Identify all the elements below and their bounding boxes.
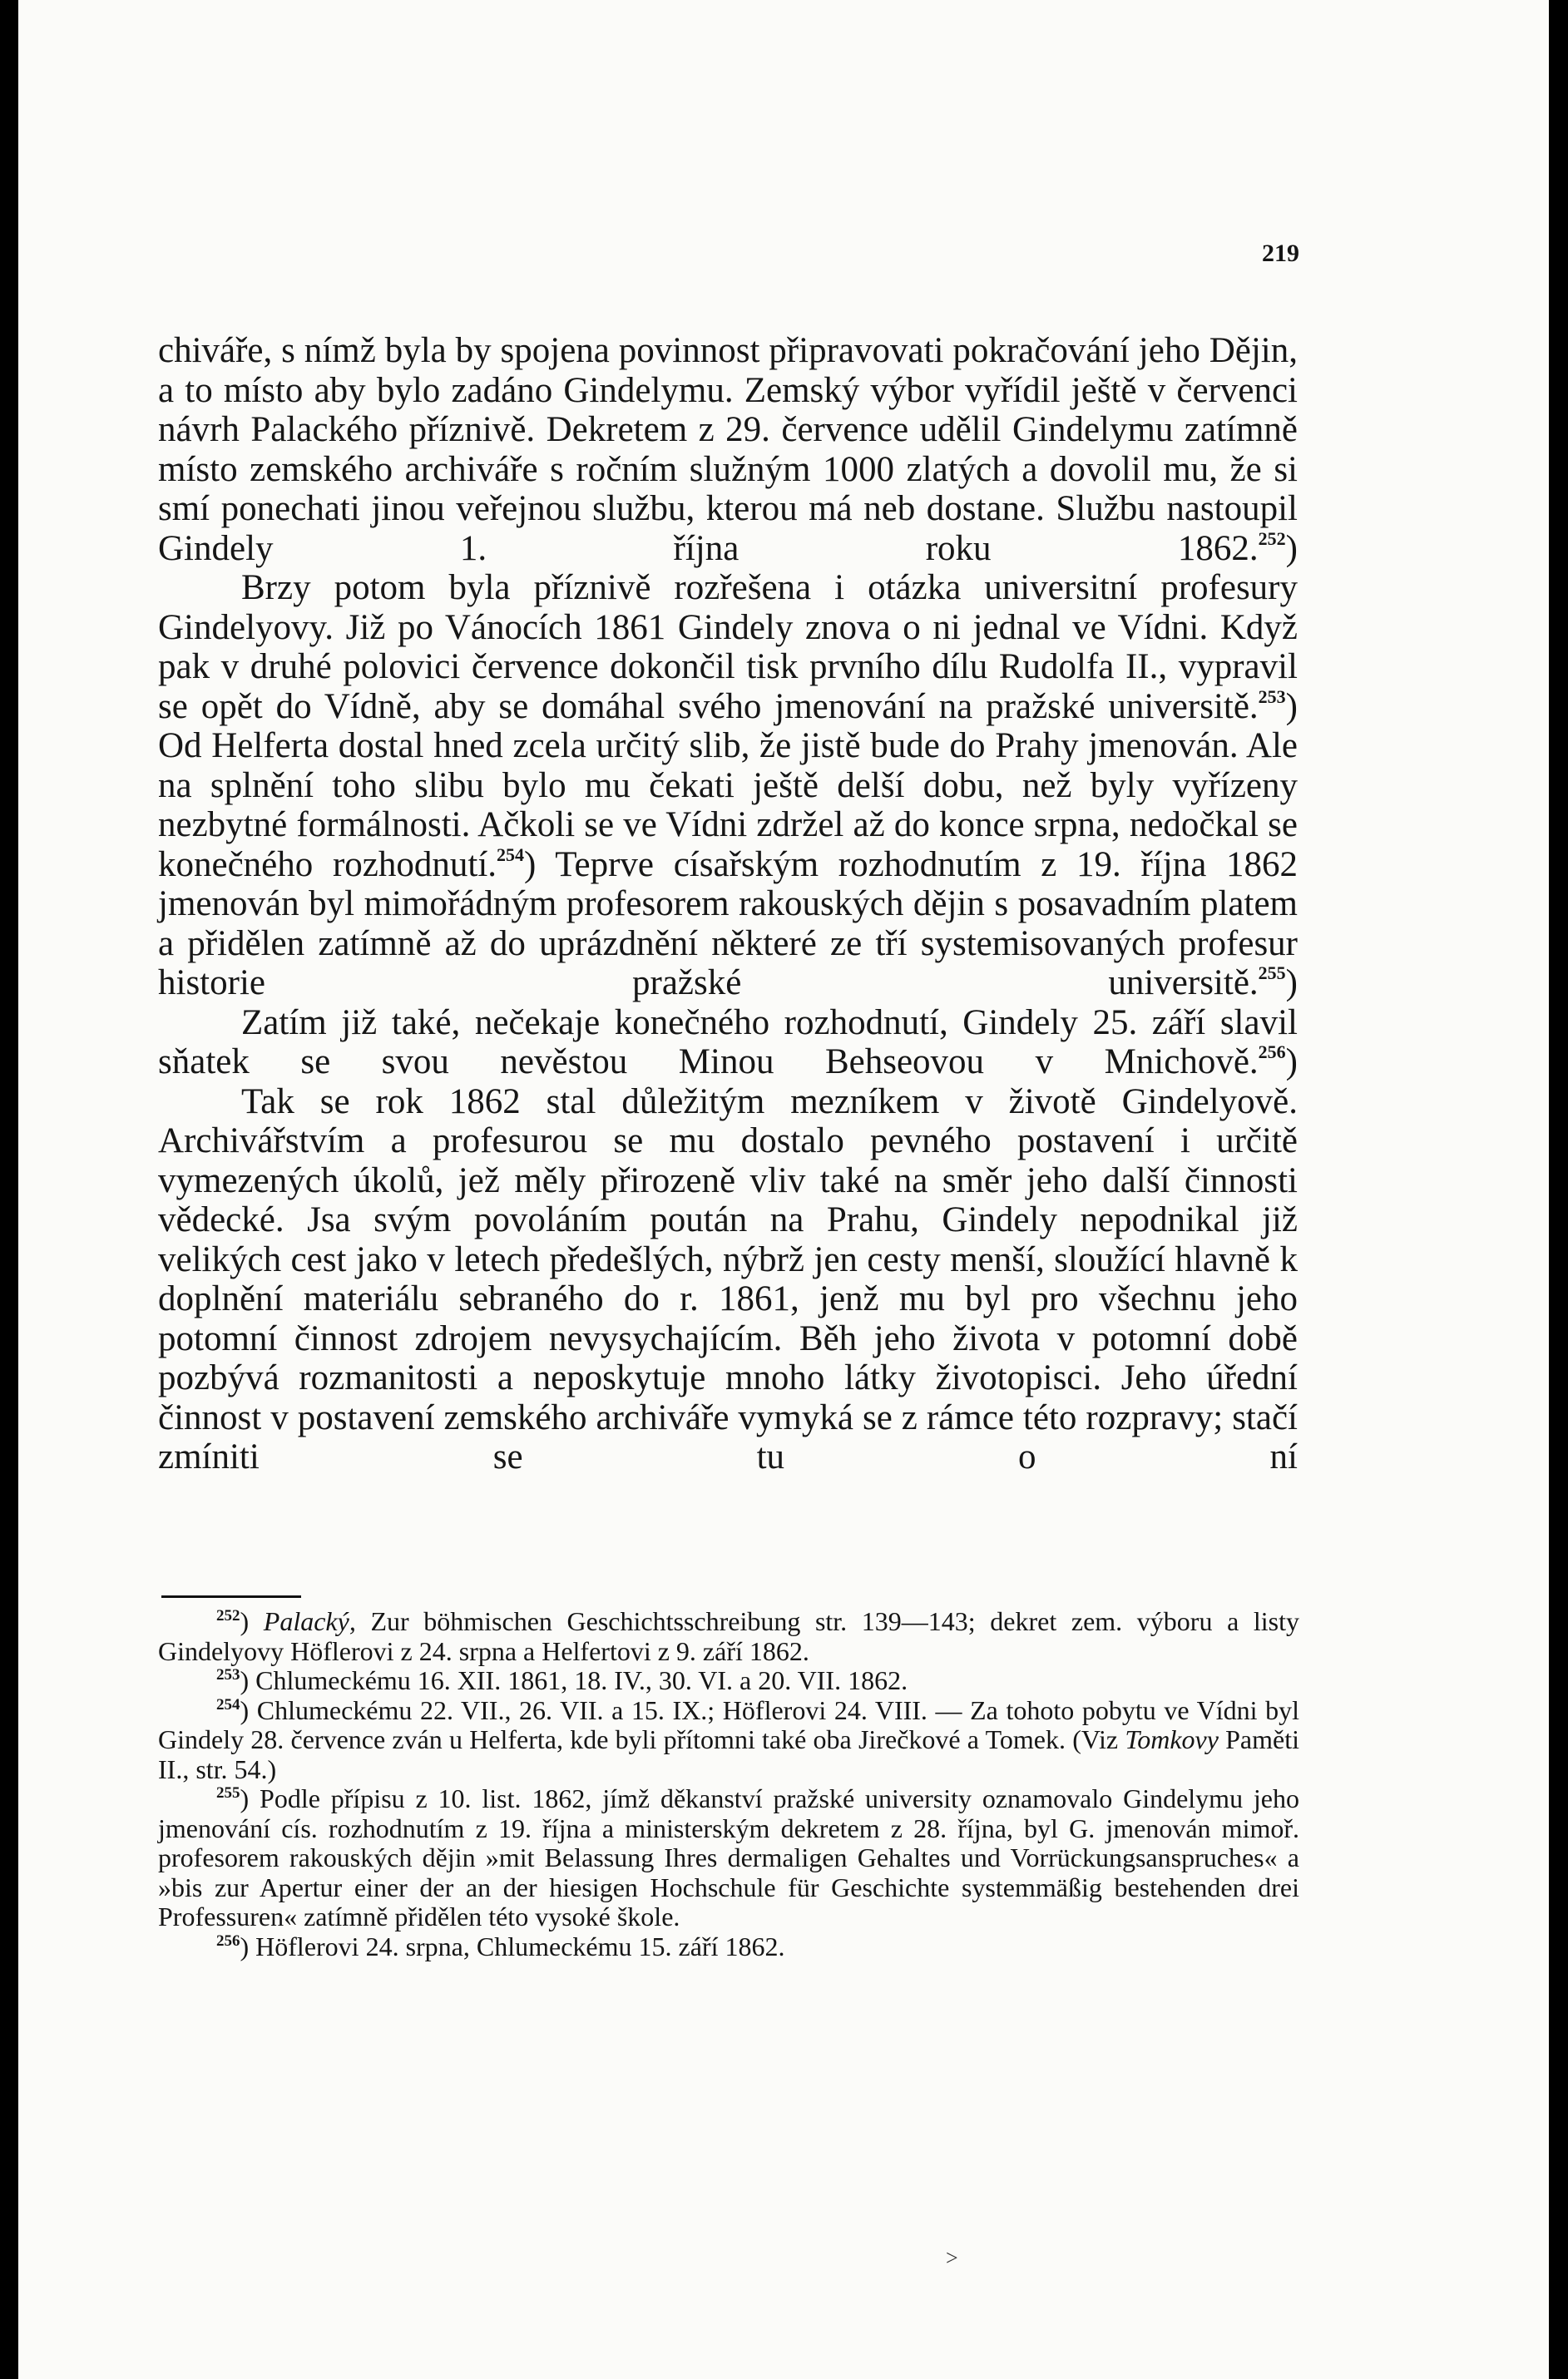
footnote-paren: ) (240, 1665, 256, 1695)
footnote-number: 255 (216, 1784, 240, 1802)
footnote-separator (161, 1595, 301, 1598)
body-paragraph (158, 331, 1298, 568)
footnote (158, 1784, 1299, 1932)
footnote-italic-text: Tomkovy (1125, 1724, 1219, 1754)
paragraph-text: Tak se rok 1862 stal důležitým mezníkem v životě Gindelyově. Archivářstvím a profesurou se mu dostalo pevného postavení i určitě vymezených úkolů, jež měly přirozeně vliv také na směr jeho další činnosti vědecké. Jsa svým povoláním poután na Prahu, Gindely nepodnikal již velikých cest jako v letech předešlých, nýbrž jen cesty menší, sloužící hlavně k doplnění materiálu sebraného do r. 1861, jenž mu byl pro všechnu jeho potomní činnost zdrojem nevysychajícím. Běh jeho života v potomní době pozbývá rozmanitosti a neposkytuje mnoho látky životopisci. Jeho úřední činnost v postavení zemského archiváře vymyká se z rámce této rozpravy; stačí zmíniti se tu o ní (158, 1081, 1298, 1476)
footnote (158, 1932, 1299, 1962)
footnote (158, 1607, 1299, 1666)
footnote-reference: 253 (1258, 685, 1286, 707)
footnote-paren: ) (240, 1783, 260, 1813)
paragraph-text: Zatím již také, nečekaje konečného rozhodnutí, Gindely 25. září slavil sňatek se svou nevěstou Minou Behseovou v Mnichově. (158, 1002, 1298, 1081)
footnotes (158, 1607, 1299, 1961)
footnote-reference: 254 (497, 843, 525, 865)
footnote-paren: ) (240, 1694, 257, 1725)
body-text (158, 331, 1298, 1477)
paragraph-text: ) Od Helferta dostal hned zcela určitý slib, že jistě bude do Prahy jmenován. Ale na splnění toho slibu bylo mu čekati ještě delší dobu, než byly vyřízeny nezbytné formálnosti. Ačkoli se ve Vídni zdržel až do konce srpna, nedočkal se konečného rozhodnutí. (158, 686, 1298, 884)
footnote-text: Podle přípisu z 10. list. 1862, jímž děkanství pražské university oznamovalo Gindelymu jeho jmenování cís. rozhodnutím z 19. října a ministerským dekretem z 28. října, byl G. jmenován mimoř. profesorem rakouských dějin »mit Belassung Ihres dermaligen Gehaltes und Vorrückungsanspruches« a »bis zur Apertur einer der an der hiesigen Hochschule für Geschichte systemmäßig bestehenden drei Professuren« zatímně přidělen této vysoké škole. (158, 1783, 1300, 1931)
paragraph-text: ) (1285, 963, 1298, 1002)
body-paragraph (158, 1003, 1298, 1082)
footnote (158, 1666, 1299, 1696)
paragraph-text: ) Teprve císařským rozhodnutím z 19. října 1862 jmenován byl mimořádným profesorem rakouských dějin s posavadním platem a přidělen zatímně až do uprázdnění některé ze tří systemisovaných profesur historie pražské universitě. (158, 844, 1298, 1002)
footnote-number: 256 (216, 1931, 240, 1950)
page-number: 219 (1262, 240, 1299, 267)
paragraph-text: ) (1285, 1042, 1298, 1081)
footnote-paren: ) (240, 1931, 256, 1961)
footnote-italic-text: Palacký, (263, 1606, 356, 1636)
scan-speck: ˃ (946, 2246, 958, 2270)
footnote-text: Höflerovi 24. srpna, Chlumeckému 15. září 1862. (255, 1931, 785, 1961)
footnote-reference: 252 (1258, 527, 1286, 549)
footnote-text: Chlumeckému 22. VII., 26. VII. a 15. IX.; Höflerovi 24. VIII. — Za tohoto pobytu ve Vídni byl Gindely 28. července zván u Helferta, kde byli přítomni také oba Jirečkové a Tomek. (Viz (158, 1694, 1300, 1754)
footnote-number: 252 (216, 1607, 240, 1625)
body-paragraph (158, 1082, 1298, 1477)
footnote-text: Chlumeckému 16. XII. 1861, 18. IV., 30. VI. a 20. VII. 1862. (255, 1665, 908, 1695)
footnote-paren: ) (240, 1606, 264, 1636)
footnote-number: 253 (216, 1666, 240, 1684)
paragraph-text: Brzy potom byla příznivě rozřešena i otázka universitní profesury Gindelyovy. Již po Vánocích 1861 Gindely znova o ni jednal ve Vídni. Když pak v druhé polovici července dokončil tisk prvního dílu Rudolfa II., vypravil se opět do Vídně, aby se domáhal svého jmenování na pražské universitě. (158, 568, 1298, 726)
footnote-reference: 255 (1258, 962, 1286, 983)
paragraph-text: ) (1285, 528, 1298, 568)
footnote (158, 1696, 1299, 1785)
footnote-text: Zur böhmischen Geschichtsschreibung str. 139—143; dekret zem. výboru a listy Gindelyovy Höflerovi z 24. srpna a Helfertovi z 9. září 1862. (158, 1606, 1300, 1666)
footnote-text: Paměti II., str. 54.) (158, 1724, 1300, 1784)
paragraph-text: chiváře, s nímž byla by spojena povinnost připravovati pokračování jeho Dějin, a to místo aby bylo zadáno Gindelymu. Zemský výbor vyřídil ještě v červenci návrh Palackého příznivě. Dekretem z 29. července udělil Gindelymu zatímně místo zemského archiváře s ročním služným 1000 zlatých a dovolil mu, že si smí ponechati jinou veřejnou službu, kterou má neb dostane. Službu nastoupil Gindely 1. října roku 1862. (158, 331, 1298, 568)
footnote-number: 254 (216, 1695, 240, 1714)
page-sheet (18, 0, 1549, 2379)
footnote-reference: 256 (1258, 1041, 1286, 1062)
body-paragraph (158, 568, 1298, 1003)
